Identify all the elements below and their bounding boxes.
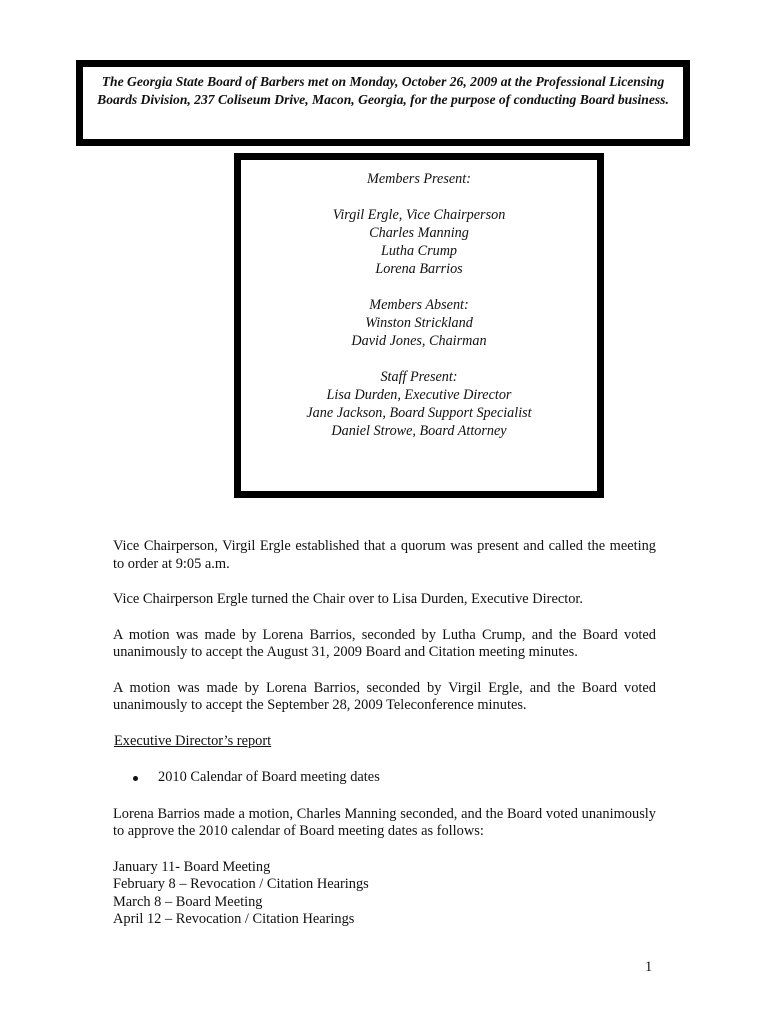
staff-present-item: Jane Jackson, Board Support Specialist (306, 405, 532, 421)
report-bullet-list (113, 769, 656, 787)
minutes-body (113, 538, 656, 929)
staff-present-heading: Staff Present: (380, 369, 458, 385)
member-present-item: Charles Manning (369, 225, 469, 241)
report-bullet-item (127, 769, 656, 787)
member-absent-item: Winston Strickland (365, 315, 473, 331)
schedule-item: February 8 – Revocation / Citation Hearings (113, 876, 369, 892)
bullet-icon (133, 776, 138, 781)
report-bullet-text: 2010 Calendar of Board meeting dates (158, 769, 380, 785)
members-absent-heading: Members Absent: (369, 297, 469, 313)
schedule-item: January 11- Board Meeting (113, 858, 271, 875)
calendar-motion-paragraph: Lorena Barrios made a motion, Charles Manning seconded, and the Board voted unanimously to approve the 2010 calendar of Board meeting dates as follows: (113, 805, 656, 839)
attendance-box (234, 153, 604, 498)
meeting-schedule-list (113, 859, 656, 929)
staff-present-item: Daniel Strowe, Board Attorney (331, 423, 507, 439)
motion-september-minutes-paragraph: A motion was made by Lorena Barrios, seconded by Virgil Ergle, and the Board voted unanimously to accept the September 28, 2009 Teleconference minutes. (113, 679, 656, 713)
meeting-header: The Georgia State Board of Barbers met on Monday, October 26, 2009 at the Professional Licensing Boards Division, 237 Coliseum Drive, Macon, Georgia, for the purpose of conducting Board business. (97, 74, 669, 107)
staff-present-section (241, 368, 597, 440)
members-present-heading: Members Present: (367, 171, 471, 187)
page-number: 1 (645, 959, 653, 975)
members-absent-section (241, 296, 597, 350)
chair-transfer-paragraph: Vice Chairperson Ergle turned the Chair over to Lisa Durden, Executive Director. (113, 591, 584, 607)
schedule-item: April 12 – Revocation / Citation Hearings (113, 911, 355, 927)
staff-present-item: Lisa Durden, Executive Director (326, 387, 512, 403)
quorum-paragraph: Vice Chairperson, Virgil Ergle established that a quorum was present and called the meeting to order at 9:05 a.m. (113, 538, 656, 572)
motion-august-minutes-paragraph: A motion was made by Lorena Barrios, seconded by Lutha Crump, and the Board voted unanimously to accept the August 31, 2009 Board and Citation meeting minutes. (113, 626, 656, 660)
member-present-item: Virgil Ergle, Vice Chairperson (332, 207, 506, 223)
schedule-item: March 8 – Board Meeting (113, 893, 263, 910)
members-present-section (241, 170, 597, 278)
member-present-item: Lorena Barrios (375, 261, 463, 277)
header-box (76, 60, 690, 146)
member-present-item: Lutha Crump (380, 243, 458, 259)
member-absent-item: David Jones, Chairman (351, 333, 487, 349)
executive-director-report-heading: Executive Director’s report (114, 732, 272, 749)
